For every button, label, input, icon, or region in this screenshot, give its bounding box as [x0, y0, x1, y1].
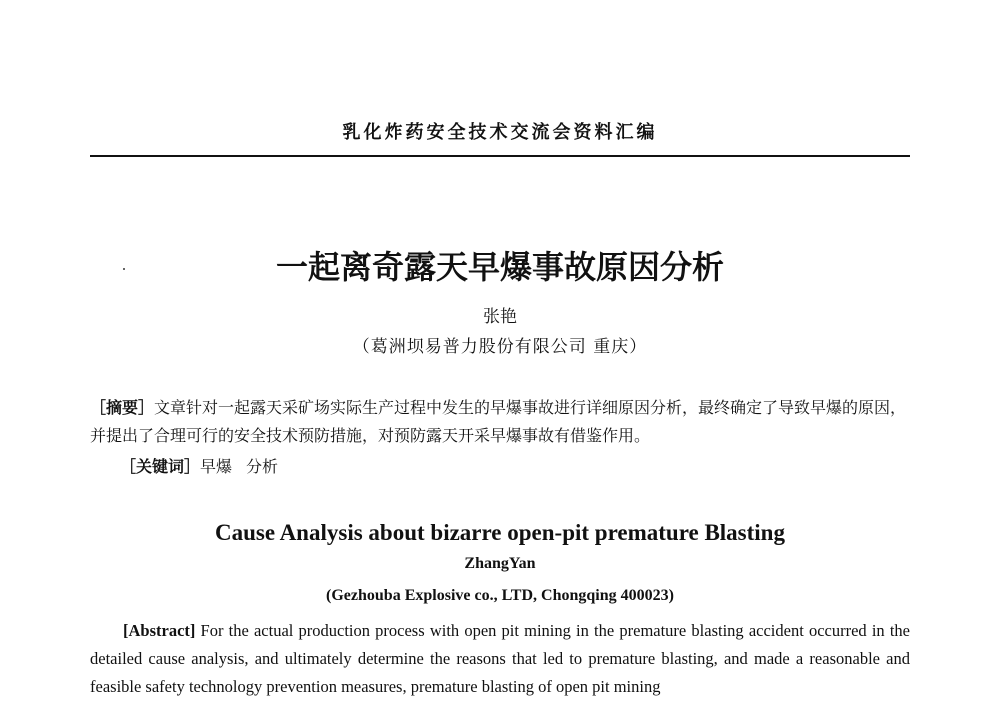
abstract-en-text: For the actual production process with open pit mining in the premature blasting accident occurred in the detailed cause analysis, and ultimately determine the reasons that led to premature blasting, and made a reasonable and feasible safety technology prevention measures, premature blasting of open pit mining: [90, 621, 910, 696]
abstract-zh-text: 文章针对一起露天采矿场实际生产过程中发生的早爆事故进行详细原因分析，最终确定了导致早爆的原因，并提出了合理可行的安全技术预防措施，对预防露天开采早爆事故有借鉴作用。: [90, 398, 907, 445]
journal-header: 乳化炸药安全技术交流会资料汇编: [342, 122, 658, 143]
abstract-zh-label: ［摘要］: [90, 398, 155, 417]
abstract-en-label: [Abstract]: [123, 621, 196, 640]
keyword: 早爆: [200, 457, 233, 476]
keyword: 分析: [246, 457, 279, 476]
paper-title-en: Cause Analysis about bizarre open-pit premature Blasting: [215, 520, 785, 545]
keywords-zh: [120, 454, 292, 477]
header-rule: [90, 155, 910, 157]
author-en: ZhangYan: [464, 555, 536, 572]
abstract-zh: [90, 394, 912, 450]
keywords-zh-label: ［关键词］: [120, 457, 201, 476]
abstract-en: [90, 617, 910, 701]
paper-title-zh: 一起离奇露天早爆事故原因分析: [275, 248, 724, 286]
affiliation-en: (Gezhouba Explosive co., LTD, Chongqing 400023): [326, 587, 674, 604]
author-zh: 张艳: [483, 307, 517, 327]
affiliation-zh: （葛洲坝易普力股份有限公司 重庆）: [352, 337, 648, 357]
